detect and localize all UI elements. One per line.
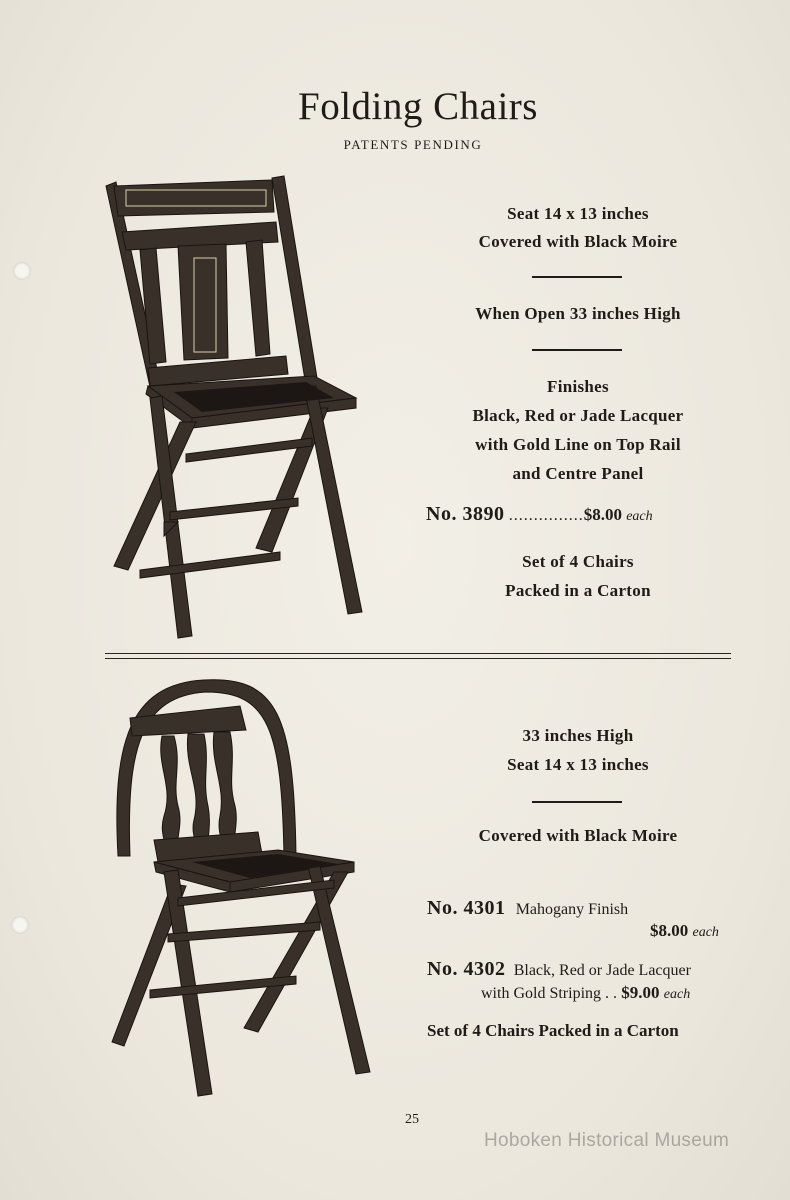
binder-hole-top [13,262,31,280]
model-4302-price [481,983,690,1003]
packing-text: Set of 4 Chairs Packed in a Carton [427,1021,679,1040]
divider-rule [532,349,622,351]
model-description: with Gold Striping . . [481,985,618,1002]
model-4301-price [650,921,719,941]
dot-leader: ............... [508,507,584,524]
price-unit: each [663,987,691,1002]
chair-3890-illustration [100,172,370,642]
watermark: Hoboken Historical Museum [484,1130,730,1151]
price: $8.00 [583,505,622,524]
divider-rule [532,276,622,278]
model-4301-row [427,897,628,920]
model-number: No. 4302 [427,958,506,980]
price-unit: each [626,509,653,524]
model-number: No. 3890 [426,503,505,525]
model-description: Mahogany Finish [515,901,629,918]
model-description: Black, Red or Jade Lacquer [513,962,691,979]
binder-hole-bottom [11,916,29,934]
price: $8.00 [650,921,689,940]
divider-rule [532,801,622,803]
page-title: Folding Chairs [298,85,538,128]
chair-4301-illustration [108,676,378,1106]
page-number: 25 [405,1112,419,1127]
price-row-3890 [426,503,653,526]
model-number: No. 4301 [427,897,506,919]
section-divider [105,653,731,659]
page-subtitle: PATENTS PENDING [343,137,483,152]
price-unit: each [692,925,719,940]
packing-line [427,1021,679,1041]
price: $9.00 [621,983,660,1002]
model-4302-row [427,958,691,981]
